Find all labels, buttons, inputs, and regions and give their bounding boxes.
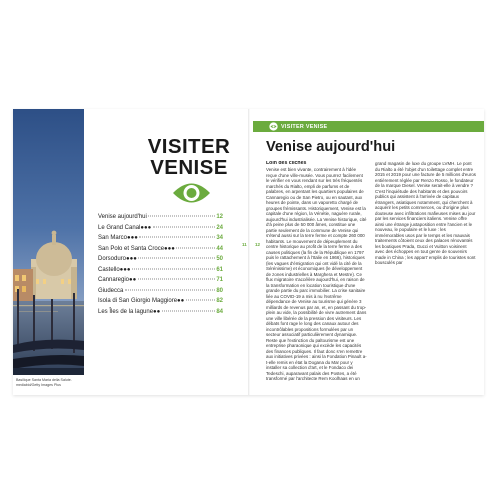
toc-leader-dots — [186, 300, 215, 301]
toc-item-page: 24 — [216, 224, 223, 231]
toc-item-label: Giudecca — [98, 287, 124, 294]
article-subhead: Loin des clichés — [266, 161, 307, 166]
left-page-number: 11 — [242, 242, 247, 247]
toc-item-label: Le Grand Canal●●● — [98, 224, 152, 231]
toc-leader-dots — [132, 268, 215, 269]
toc-leader-dots — [138, 258, 214, 259]
section-banner — [253, 121, 484, 132]
section-title-line1: VISITER — [147, 135, 231, 158]
toc-leader-dots — [148, 216, 214, 217]
table-of-contents — [98, 214, 223, 319]
toc-leader-dots — [176, 247, 214, 248]
toc-item[interactable] — [98, 235, 223, 246]
right-page-number: 12 — [255, 242, 261, 247]
article-body — [266, 161, 476, 383]
toc-item-page: 50 — [216, 256, 223, 262]
book-gutter — [248, 109, 250, 395]
toc-item[interactable] — [98, 267, 223, 278]
section-title — [144, 136, 234, 178]
book-spread — [13, 109, 484, 395]
toc-item-page: 80 — [216, 287, 223, 294]
toc-item[interactable] — [98, 288, 223, 299]
toc-item[interactable] — [98, 256, 223, 267]
section-title-line2: VENISE — [150, 156, 228, 179]
toc-leader-dots — [139, 237, 214, 238]
toc-item-page: 71 — [216, 277, 223, 283]
toc-item-label: San Polo et Santa Croce●●● — [98, 245, 175, 252]
toc-item[interactable] — [98, 225, 223, 236]
toc-item-label: Isola di San Giorgio Maggiore●● — [98, 298, 185, 304]
toc-leader-dots — [153, 226, 215, 227]
article-text: Venise est bien vivante, contrairement à l'idée reçue d'une ville-musée. Vous pourrez facilement le vérifier en vous rendant sur les très fréquentés marchés du Rialto, empli de parfums et de palabres, en arpentant les quartiers populaires de Cannaregio ou de San Pietro, ou en sautant, aux heures de pointe, dans un vaporetto chargé de groupes frémissants. Historiquement, Venise est la capitale d'une région, la Vénétie, naguère rurale, aujourd'hui industrialisée. La Venise historique, cité d'à peine plus de 50 000 âmes, constitue une partie seulement de la commune de Venise qui s'étend aussi sur la terre ferme et compte 260 000 habitants. Le mouvement de dépeuplement du centre historique au profit de la terre ferme a des causes politiques (la fin de la République en 1797 puis le rattachement à l'Italie en 1866), historiques (les vagues d'émigration qui ont vidé la cité de la Sérénissime) et économiques (le développement de zones industrielles à Marghera et Mestre). Ce flux migratoire s'accélère aujourd'hui, en raison de la transformation en location touristique d'une grande partie du parc immobilier. La crise sanitaire liée au COVID-19 a mis à nu l'extrême dépendance de Venise au tourisme qui génère 3 milliards de revenus par an, et, en passant du trop-plein au vide, la possibilité de vivre autrement dans une ville libérée de la pression des visiteurs. Les débats font rage le long des canaux autour des incontrôlables propositions formulées par un secteur associatif particulièrement dynamique. Reste que l'extinction du paltourisme est une entreprise pharaonique qui excède les capacités des finances publiques. Il faut donc s'en remettre aux initiatives privées : ainsi la Fondation Pinault a-t-elle remis en état la Dogana du Mar pour y installer sa collection d'art, et le Fondaco dei Tedeschi, auparavant palais des Postes, a été transformé par l'architecte Rem Koolhaas en un grand magasin de luxe du groupe LVMH. Le pont du Rialto a été l'objet d'un toilettage complet entre 2015 et 2019 pour une facture de 5 millions d'euros entièrement réglée par Renzo Rosso, le fondateur de la marque Diesel. Venise serait-elle à vendre ? C'est l'inquiétude des habitants et des pouvoirs publics qui assistent à l'arrivée de capitaux étrangers, asiatiques notamment, qui cherchent à acquérir les petits commerces, ou d'origine plus douteuse avec infiltrations mafieuses mises au jour par les services financiers italiens. Venise offre ainsi une étrange juxtaposition entre l'ancien et le nouveau, le populaire et le luxe : les immémorables usos par le temps et les mauvais traitements côtoient ceux des palaces rénovantés les boutiques Prada, Gucci et Vuitton voisinent avec des échoppes en tout genre de souvenirs made in China ; les appart' emplis de touristes sont bousculés par — [266, 161, 476, 381]
toc-item-page: 44 — [216, 245, 223, 252]
toc-item-page: 84 — [216, 308, 223, 315]
toc-item[interactable] — [98, 298, 223, 309]
toc-item-page: 12 — [216, 214, 223, 220]
banner-text: VISITER VENISE — [281, 123, 328, 130]
eye-icon — [172, 180, 211, 206]
toc-item-page: 61 — [216, 266, 223, 273]
toc-item-label: Dorsoduro●●● — [98, 256, 137, 262]
toc-item[interactable] — [98, 246, 223, 257]
venice-photo — [13, 109, 84, 375]
toc-item-label: Cannaregio●● — [98, 277, 137, 283]
toc-item-label: Venise aujourd'hui — [98, 214, 147, 220]
toc-item[interactable] — [98, 214, 223, 225]
toc-leader-dots — [162, 310, 215, 311]
toc-item-label: Les Îles de la lagune●● — [98, 308, 161, 315]
toc-leader-dots — [125, 289, 215, 290]
toc-item-label: San Marco●●● — [98, 235, 138, 241]
toc-item-page: 34 — [216, 235, 223, 241]
toc-leader-dots — [138, 279, 215, 280]
toc-item-page: 82 — [216, 298, 223, 304]
eye-icon — [269, 122, 278, 131]
toc-item[interactable] — [98, 277, 223, 288]
toc-item-label: Castello●●● — [98, 266, 131, 273]
photo-caption: Basilique Santa Maria della Salute. mediabid/Getty Images Plus — [16, 378, 72, 387]
article-title: Venise aujourd'hui — [266, 139, 396, 155]
toc-item[interactable] — [98, 309, 223, 320]
